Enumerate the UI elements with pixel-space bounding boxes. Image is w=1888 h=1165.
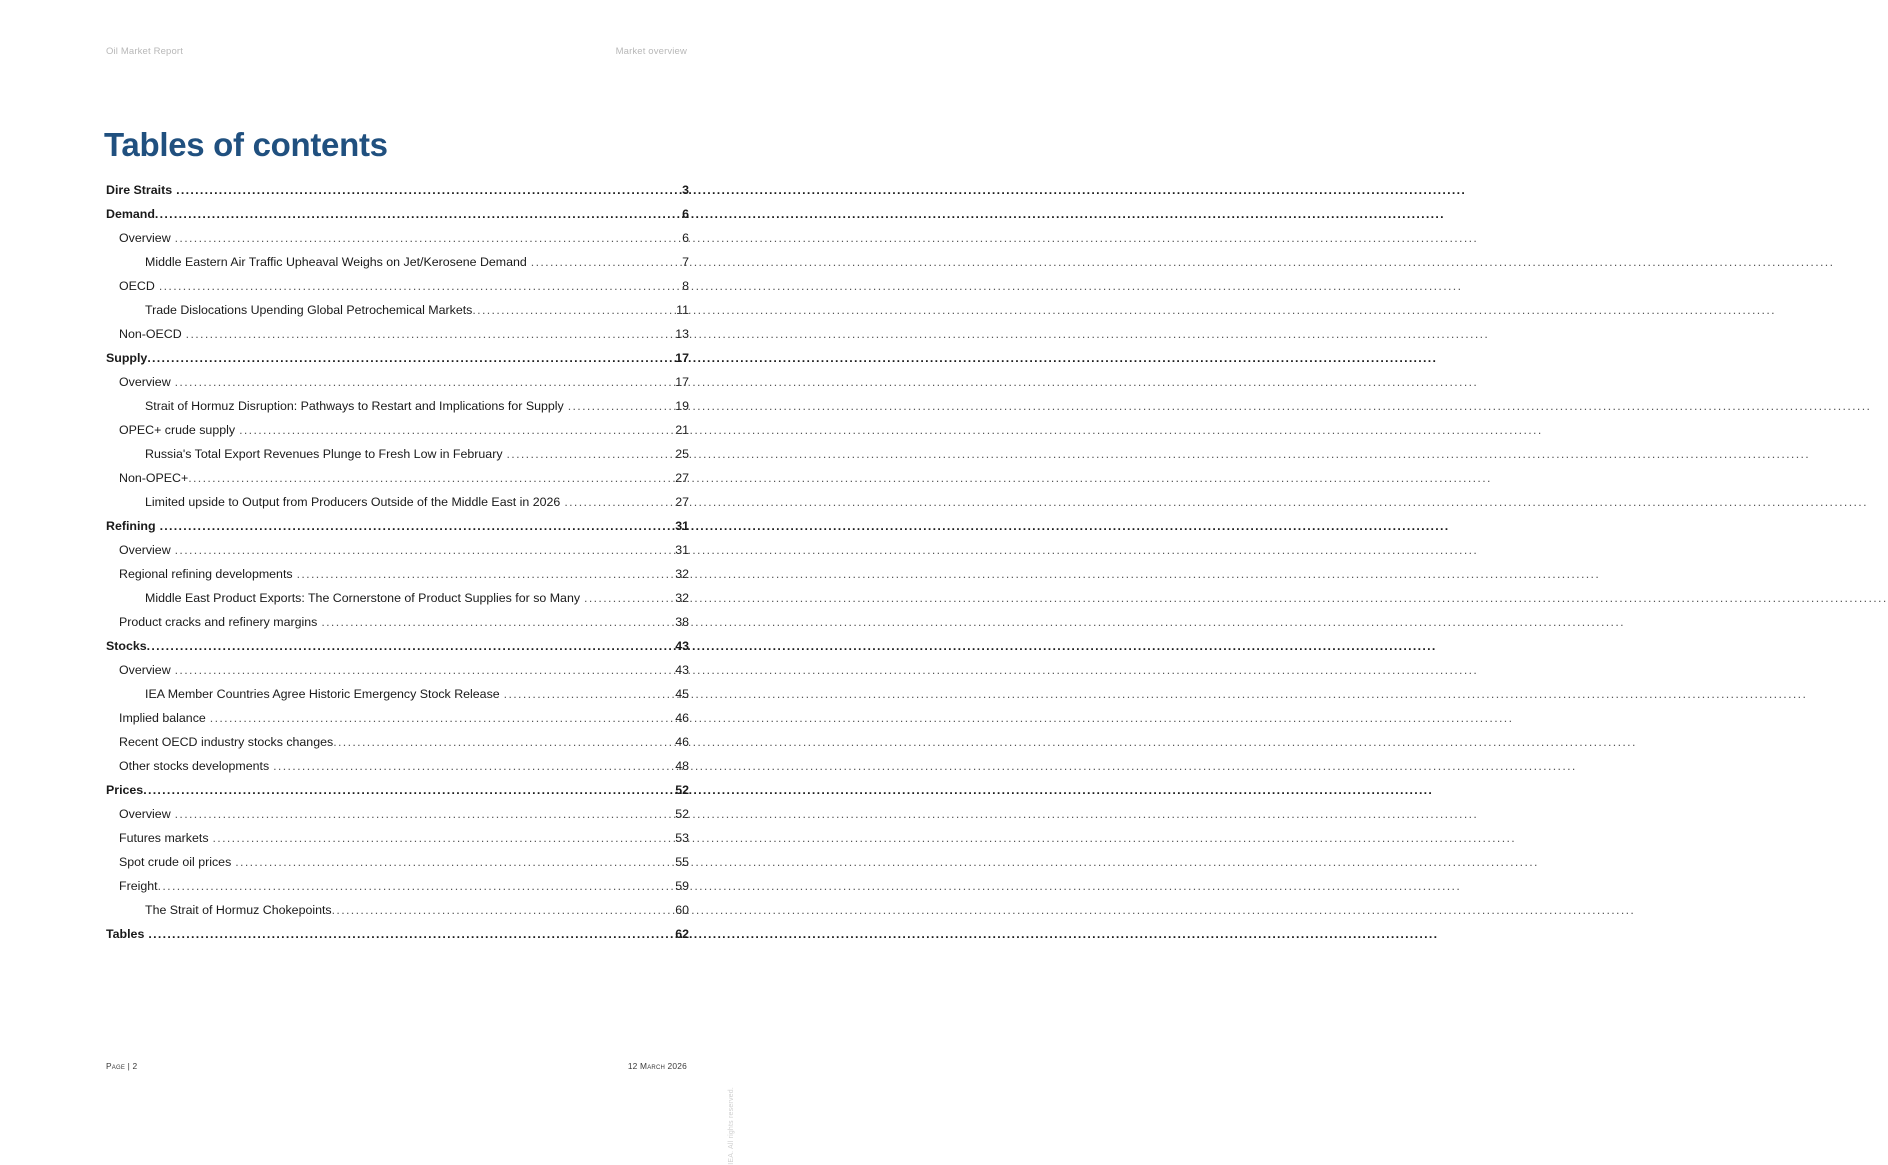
toc-entry-label: Middle East Product Exports: The Cornerstone of Product Supplies for so Many [145, 591, 581, 605]
toc-entry[interactable] [106, 663, 689, 687]
toc-entry-page-number: 8 [682, 279, 689, 293]
toc-entry-label: Recent OECD industry stocks changes [119, 735, 334, 749]
toc-entry-page-number: 59 [675, 879, 689, 893]
toc-entry-label: Regional refining developments [119, 567, 293, 581]
toc-entry[interactable] [106, 231, 689, 255]
toc-entry-label: Stocks [106, 639, 147, 653]
toc-dot-leader [158, 880, 669, 892]
toc-entry-label: OECD [119, 279, 155, 293]
toc-entry-label: Russia's Total Export Revenues Plunge to Fresh Low in February [145, 447, 503, 461]
toc-entry[interactable] [106, 495, 689, 519]
toc-entry-page-number: 21 [675, 423, 689, 437]
toc-entry-page-number: 43 [675, 639, 689, 653]
toc-dot-leader [333, 736, 669, 748]
toc-dot-leader [235, 856, 669, 868]
toc-entry-label: Overview [119, 375, 171, 389]
toc-entry-label: Other stocks developments [119, 759, 270, 773]
toc-entry-label: Overview [119, 543, 171, 557]
toc-dot-leader [210, 712, 669, 724]
toc-dot-leader [273, 760, 669, 772]
toc-dot-leader [175, 544, 669, 556]
toc-dot-leader [147, 352, 669, 364]
toc-dot-leader [472, 304, 669, 316]
toc-entry-page-number: 7 [682, 255, 689, 269]
toc-entry-page-number: 60 [675, 903, 689, 917]
toc-entry[interactable] [106, 375, 689, 399]
toc-entry[interactable] [106, 879, 689, 903]
toc-entry-page-number: 32 [675, 567, 689, 581]
toc-entry-label: Freight [119, 879, 158, 893]
toc-entry[interactable] [106, 279, 689, 303]
toc-dot-leader [564, 496, 669, 508]
toc-dot-leader [147, 640, 669, 652]
toc-entry-page-number: 52 [675, 783, 689, 797]
toc-entry-label: Spot crude oil prices [119, 855, 232, 869]
toc-entry-page-number: 48 [675, 759, 689, 773]
toc-dot-leader [531, 256, 669, 268]
toc-entry-label: Non-OECD [119, 327, 182, 341]
toc-entry[interactable] [106, 519, 689, 543]
toc-entry-page-number: 27 [675, 471, 689, 485]
toc-entry-page-number: 31 [675, 519, 689, 533]
toc-entry-label: Tables [106, 927, 145, 941]
running-head-right: Market overview [615, 46, 687, 57]
toc-dot-leader [160, 520, 669, 532]
toc-dot-leader [155, 208, 669, 220]
page-title: Tables of contents [104, 126, 388, 164]
toc-dot-leader [175, 664, 669, 676]
toc-entry-label: Refining [106, 519, 156, 533]
toc-entry-label: Prices [106, 783, 144, 797]
toc-entry-label: Implied balance [119, 711, 206, 725]
toc-entry[interactable] [106, 399, 689, 423]
toc-dot-leader [176, 184, 669, 196]
toc-entry[interactable] [106, 543, 689, 567]
rights-reserved-notice: IEA. All rights reserved. [728, 1087, 735, 1165]
toc-entry-page-number: 17 [675, 351, 689, 365]
toc-dot-leader [297, 568, 669, 580]
toc-entry[interactable] [106, 615, 689, 639]
toc-entry-page-number: 46 [675, 735, 689, 749]
toc-entry[interactable] [106, 831, 689, 855]
toc-entry-page-number: 52 [675, 807, 689, 821]
toc-entry[interactable] [106, 351, 689, 375]
toc-entry-page-number: 38 [675, 615, 689, 629]
toc-entry[interactable] [106, 471, 689, 495]
toc-entry[interactable] [106, 423, 689, 447]
toc-dot-leader [175, 376, 669, 388]
table-of-contents [106, 183, 689, 951]
toc-entry-label: Limited upside to Output from Producers Outside of the Middle East in 2026 [145, 495, 561, 509]
toc-entry-page-number: 45 [675, 687, 689, 701]
toc-entry-label: Supply [106, 351, 148, 365]
toc-dot-leader [188, 472, 669, 484]
toc-dot-leader [239, 424, 669, 436]
toc-entry-page-number: 32 [675, 591, 689, 605]
document-page [0, 0, 793, 1165]
toc-entry-label: IEA Member Countries Agree Historic Emergency Stock Release [145, 687, 500, 701]
toc-entry[interactable] [106, 327, 689, 351]
toc-entry[interactable] [106, 303, 689, 327]
toc-dot-leader [213, 832, 669, 844]
toc-entry[interactable] [106, 855, 689, 879]
toc-dot-leader [148, 928, 669, 940]
toc-entry[interactable] [106, 639, 689, 663]
toc-entry[interactable] [106, 591, 689, 615]
toc-entry-page-number: 53 [675, 831, 689, 845]
toc-entry[interactable] [106, 183, 689, 207]
toc-entry[interactable] [106, 447, 689, 471]
toc-dot-leader [159, 280, 669, 292]
toc-entry-label: Strait of Hormuz Disruption: Pathways to Restart and Implications for Supply [145, 399, 564, 413]
running-head-left: Oil Market Report [106, 46, 183, 57]
toc-entry-label: Overview [119, 663, 171, 677]
page-footer [106, 1061, 687, 1071]
toc-entry-page-number: 31 [675, 543, 689, 557]
toc-entry-label: Overview [119, 807, 171, 821]
toc-entry-label: Middle Eastern Air Traffic Upheaval Weighs on Jet/Kerosene Demand [145, 255, 527, 269]
toc-entry-label: Non-OPEC+ [119, 471, 189, 485]
toc-entry-label: Product cracks and refinery margins [119, 615, 318, 629]
toc-entry-page-number: 43 [675, 663, 689, 677]
toc-entry-page-number: 19 [675, 399, 689, 413]
toc-dot-leader [504, 688, 669, 700]
toc-entry[interactable] [106, 687, 689, 711]
toc-entry-page-number: 17 [675, 375, 689, 389]
toc-entry-label: Trade Dislocations Upending Global Petrochemical Markets [145, 303, 473, 317]
toc-dot-leader [507, 448, 669, 460]
toc-entry-label: The Strait of Hormuz Chokepoints [145, 903, 332, 917]
toc-entry-label: Dire Straits [106, 183, 173, 197]
toc-dot-leader [143, 784, 669, 796]
toc-entry[interactable] [106, 903, 689, 927]
toc-entry-page-number: 13 [675, 327, 689, 341]
toc-dot-leader [332, 904, 669, 916]
toc-entry-page-number: 3 [682, 183, 689, 197]
toc-entry-page-number: 6 [682, 207, 689, 221]
toc-entry[interactable] [106, 735, 689, 759]
toc-entry-page-number: 11 [676, 303, 689, 317]
footer-page-number: Page | 2 [106, 1061, 138, 1071]
toc-entry[interactable] [106, 927, 689, 951]
footer-date: 12 March 2026 [627, 1061, 687, 1071]
toc-dot-leader [175, 232, 669, 244]
toc-entry-label: Futures markets [119, 831, 209, 845]
toc-entry[interactable] [106, 567, 689, 591]
toc-entry[interactable] [106, 759, 689, 783]
toc-dot-leader [568, 400, 669, 412]
toc-entry-page-number: 46 [675, 711, 689, 725]
running-head [106, 46, 687, 57]
toc-entry[interactable] [106, 807, 689, 831]
toc-dot-leader [175, 808, 669, 820]
toc-entry-page-number: 6 [682, 231, 689, 245]
toc-entry-label: Overview [119, 231, 171, 245]
toc-entry[interactable] [106, 255, 689, 279]
toc-dot-leader [321, 616, 669, 628]
toc-entry[interactable] [106, 711, 689, 735]
toc-entry-page-number: 25 [675, 447, 689, 461]
toc-dot-leader [186, 328, 669, 340]
toc-entry-label: Demand [106, 207, 155, 221]
toc-entry[interactable] [106, 207, 689, 231]
toc-entry-page-number: 27 [675, 495, 689, 509]
toc-entry-page-number: 55 [675, 855, 689, 869]
toc-dot-leader [584, 592, 669, 604]
toc-entry-label: OPEC+ crude supply [119, 423, 236, 437]
toc-entry[interactable] [106, 783, 689, 807]
toc-entry-page-number: 62 [675, 927, 689, 941]
